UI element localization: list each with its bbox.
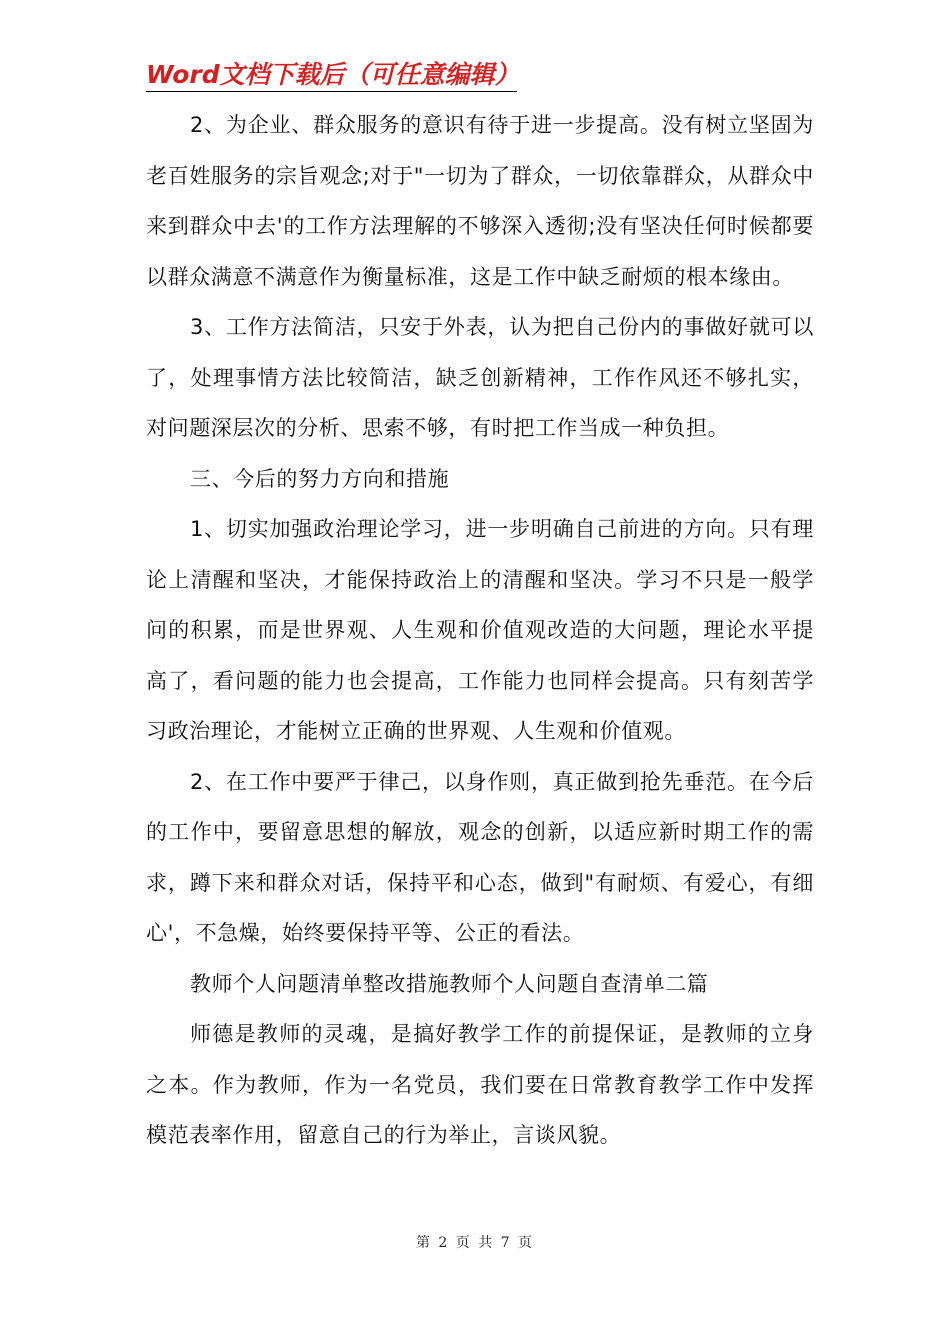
paragraph-service-awareness: 2、为企业、群众服务的意识有待于进一步提高。没有树立坚固为老百姓服务的宗旨观念;对于"一切为了群众，一切依靠群众，从群众中来到群众中去'的工作方法理解的不够深入透彻;没有坚决任何时候都要以群众满意不满意作为衡量标准，这是工作中缺乏耐烦的根本缘由。 [146,113,814,289]
article-title-second: 教师个人问题清单整改措施教师个人问题自查清单二篇 [190,971,709,996]
header-banner: Word文档下载后（可任意编辑） [146,60,520,89]
paragraph-work-method: 3、工作方法简洁，只安于外表，认为把自己份内的事做好就可以了，处理事情方法比较简洁，缺乏创新精神，工作作风还不够扎实，对问题深层次的分析、思索不够，有时把工作当成一种负担。 [146,315,814,440]
section-heading-future-measures: 三、今后的努力方向和措施 [190,466,450,491]
paragraph-teacher-ethics: 师德是教师的灵魂，是搞好教学工作的前提保证，是教师的立身之本。作为教师，作为一名党员，我们要在日常教育教学工作中发挥模范表率作用，留意自己的行为举止，言谈风貌。 [146,1022,814,1147]
paragraph-self-discipline: 2、在工作中要严于律己，以身作则，真正做到抢先垂范。在今后的工作中，要留意思想的解放，观念的创新，以适应新时期工作的需求，蹲下来和群众对话，保持平和心态，做到"有耐烦、有爱心，有细心'，不急燥，始终要保持平等、公正的看法。 [146,769,814,945]
document-body [146,100,814,1161]
header-underline [146,91,517,92]
paragraph-theory-study: 1、切实加强政治理论学习，进一步明确自己前进的方向。只有理论上清醒和坚决，才能保持政治上的清醒和坚决。学习不只是一般学问的积累，而是世界观、人生观和价值观改造的大问题，理论水平提高了，看问题的能力也会提高，工作能力也同样会提高。只有刻苦学习政治理论，才能树立正确的世界观、人生观和价值观。 [146,517,814,743]
page-number-footer: 第 2 页 共 7 页 [415,1235,535,1251]
